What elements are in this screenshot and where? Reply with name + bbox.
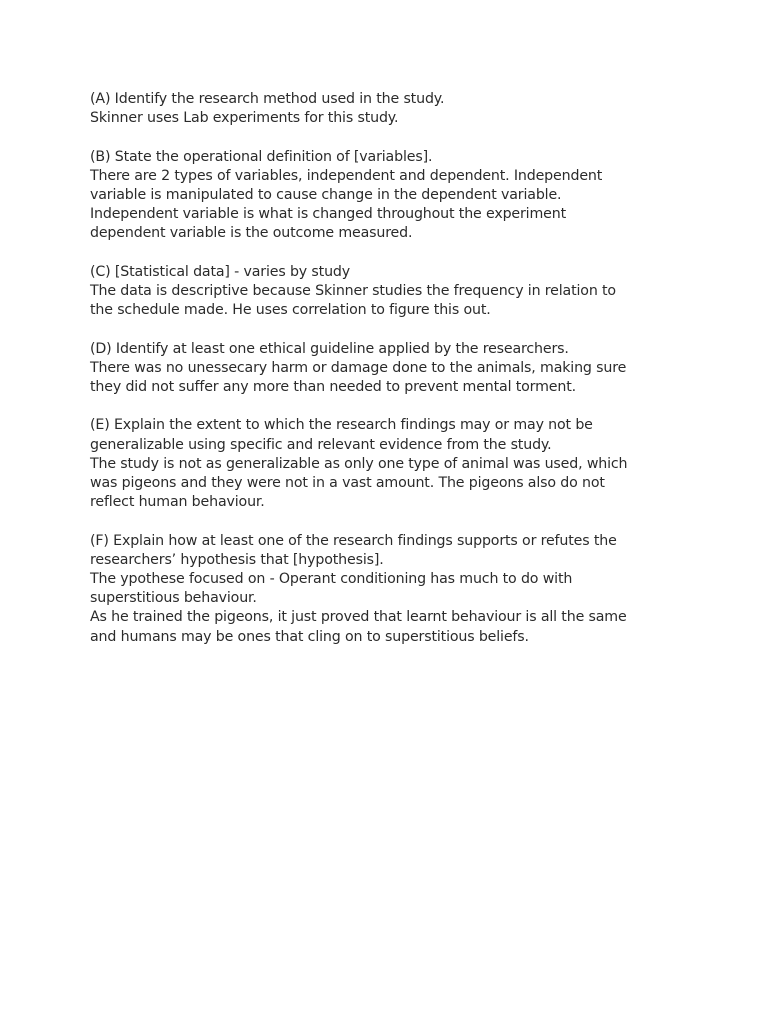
question-d: (D) Identify at least one ethical guideline applied by the researchers.: [90, 340, 569, 357]
answer-f-line-2: superstitious behaviour.: [90, 590, 257, 607]
question-e-line-2: generalizable using specific and relevant evidence from the study.: [90, 436, 552, 453]
question-c: (C) [Statistical data] - varies by study: [90, 263, 351, 280]
answer-e-line-1: The study is not as generalizable as only one type of animal was used, which: [90, 455, 628, 472]
answer-f-line-1: The ypothese focused on - Operant conditioning has much to do with: [90, 571, 573, 587]
answer-c-line-1: The data is descriptive because Skinner studies the frequency in relation to: [90, 283, 616, 299]
question-b: (B) State the operational definition of [variables].: [90, 148, 433, 165]
document-body: [90, 90, 680, 666]
question-f-line-1: (F) Explain how at least one of the research findings supports or refutes the: [90, 532, 617, 549]
answer-e-line-3: reflect human behaviour.: [90, 494, 265, 511]
section-d: [90, 340, 680, 398]
answer-d-line-1: There was no unessecary harm or damage done to the animals, making sure: [90, 359, 627, 376]
section-c: [90, 263, 680, 321]
section-f: [90, 532, 680, 647]
question-f-line-2: researchers’ hypothesis that [hypothesis].: [90, 551, 384, 568]
section-b: [90, 148, 680, 244]
answer-b-line-3: Independent variable is what is changed throughout the experiment: [90, 206, 566, 223]
answer-a-line-1: Skinner uses Lab experiments for this study.: [90, 110, 399, 127]
section-e: [90, 416, 680, 512]
answer-b-line-2: variable is manipulated to cause change in the dependent variable.: [90, 187, 562, 203]
section-a: [90, 90, 680, 128]
answer-e-line-2: was pigeons and they were not in a vast amount. The pigeons also do not: [90, 475, 605, 491]
answer-f-line-3: As he trained the pigeons, it just proved that learnt behaviour is all the same: [90, 609, 627, 626]
answer-b-line-1: There are 2 types of variables, independent and dependent. Independent: [90, 167, 603, 184]
answer-c-line-2: the schedule made. He uses correlation to figure this out.: [90, 302, 491, 319]
answer-f-line-4: and humans may be ones that cling on to superstitious beliefs.: [90, 628, 529, 645]
answer-b-line-4: dependent variable is the outcome measured.: [90, 225, 413, 242]
question-e-line-1: (E) Explain the extent to which the research findings may or may not be: [90, 417, 593, 434]
question-a: (A) Identify the research method used in the study.: [90, 91, 445, 107]
answer-d-line-2: they did not suffer any more than needed to prevent mental torment.: [90, 379, 576, 395]
